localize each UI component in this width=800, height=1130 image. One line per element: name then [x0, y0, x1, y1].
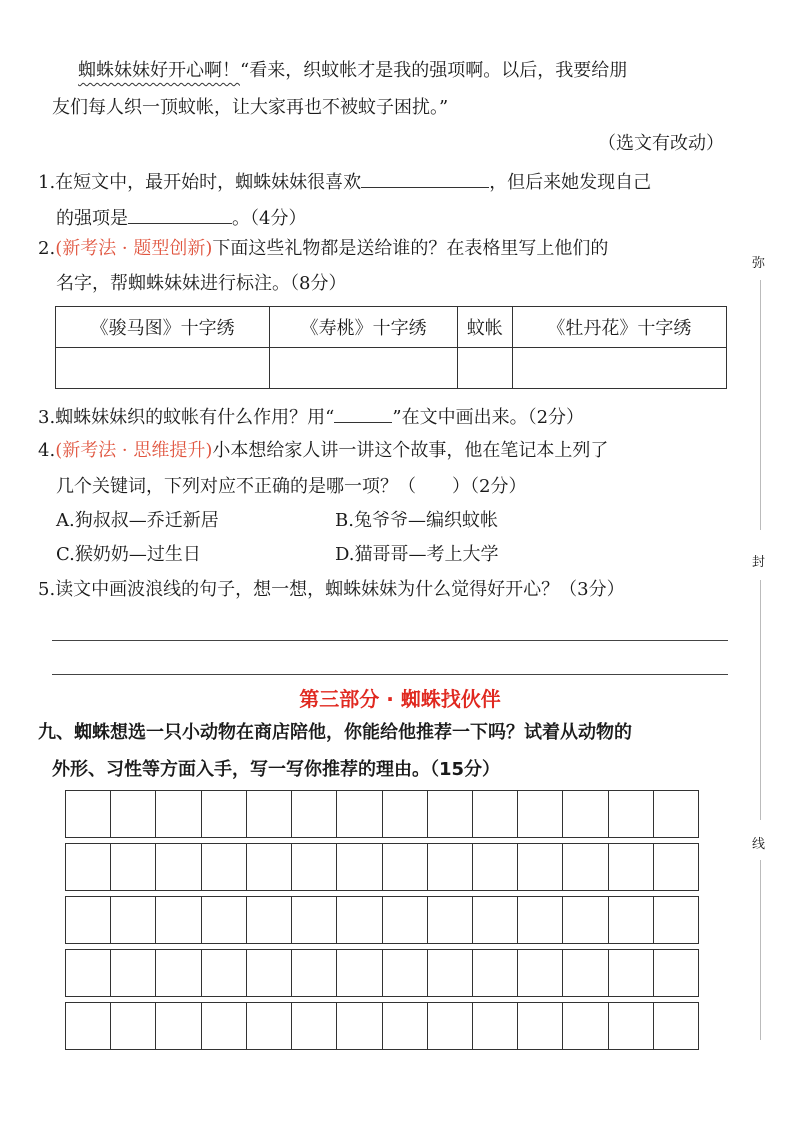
question-5: 5.读文中画波浪线的句子，想一想，蜘蛛妹妹为什么觉得好开心？（3分）: [38, 579, 625, 600]
q3-text-a: 3.蜘蛛妹妹织的蚊帐有什么作用？用“: [38, 407, 335, 428]
grid-cell[interactable]: [246, 1003, 291, 1049]
side-mark-mi: 弥: [752, 256, 766, 271]
q1-text-b: ，但后来她发现自己: [489, 172, 652, 193]
essay-prompt-line-2: 外形、习性等方面入手，写一写你推荐的理由。（15分）: [52, 759, 501, 780]
grid-cell[interactable]: [155, 844, 200, 890]
grid-cell[interactable]: [382, 897, 427, 943]
grid-cell[interactable]: [201, 1003, 246, 1049]
grid-cell[interactable]: [608, 844, 653, 890]
option-a[interactable]: A.狗叔叔—乔迁新居: [56, 510, 219, 531]
grid-cell[interactable]: [336, 897, 381, 943]
grid-cell[interactable]: [110, 950, 155, 996]
grid-cell[interactable]: [608, 1003, 653, 1049]
option-c[interactable]: C.猴奶奶—过生日: [56, 544, 201, 565]
grid-cell[interactable]: [201, 950, 246, 996]
grid-cell[interactable]: [608, 950, 653, 996]
question-1-line-2: [56, 205, 306, 230]
question-3: [38, 404, 584, 429]
grid-cell[interactable]: [562, 844, 607, 890]
grid-cell[interactable]: [517, 791, 562, 837]
gift-header-3: 蚊帐: [457, 307, 512, 348]
grid-row: [65, 896, 699, 944]
source-note: （选文有改动）: [598, 133, 724, 154]
grid-cell[interactable]: [110, 1003, 155, 1049]
grid-cell[interactable]: [472, 950, 517, 996]
grid-cell[interactable]: [517, 897, 562, 943]
option-b[interactable]: B.兔爷爷—编织蚊帐: [335, 510, 498, 531]
grid-cell[interactable]: [246, 844, 291, 890]
grid-cell[interactable]: [110, 791, 155, 837]
q4-number: 4.: [38, 440, 56, 461]
grid-cell[interactable]: [472, 1003, 517, 1049]
grid-cell[interactable]: [653, 791, 699, 837]
grid-cell[interactable]: [472, 791, 517, 837]
gift-header-1: 《骏马图》十字绣: [56, 307, 270, 348]
binding-line: [760, 860, 761, 1040]
gift-answer-cell[interactable]: [270, 348, 458, 389]
question-4-line-2: 几个关键词，下列对应不正确的是哪一项？（ ）（2分）: [56, 476, 527, 497]
grid-cell[interactable]: [517, 1003, 562, 1049]
q1-blank-2[interactable]: [128, 205, 232, 224]
essay-prompt-line-1: 九、蜘蛛想选一只小动物在商店陪他，你能给他推荐一下吗？试着从动物的: [38, 722, 632, 743]
q2-tag: (新考法 · 题型创新): [55, 238, 213, 259]
grid-cell[interactable]: [427, 844, 472, 890]
grid-cell[interactable]: [336, 1003, 381, 1049]
gift-header-2: 《寿桃》十字绣: [270, 307, 458, 348]
grid-cell[interactable]: [382, 1003, 427, 1049]
q1-text-d: 。（4分）: [232, 208, 307, 229]
q4-text: 小本想给家人讲一讲这个故事，他在笔记本上列了: [212, 440, 609, 461]
grid-cell[interactable]: [246, 897, 291, 943]
grid-cell[interactable]: [562, 1003, 607, 1049]
grid-cell[interactable]: [336, 844, 381, 890]
grid-cell[interactable]: [291, 950, 336, 996]
gift-answer-cell[interactable]: [457, 348, 512, 389]
question-2-line-2: 名字，帮蜘蛛妹妹进行标注。（8分）: [56, 273, 347, 294]
question-4-line-1: [38, 440, 608, 462]
grid-row: [65, 790, 699, 838]
grid-cell[interactable]: [427, 791, 472, 837]
grid-cell[interactable]: [517, 844, 562, 890]
q4-tag: (新考法 · 思维提升): [55, 440, 213, 461]
grid-cell[interactable]: [562, 950, 607, 996]
grid-cell[interactable]: [291, 844, 336, 890]
q1-text-c: 的强项是: [56, 208, 128, 229]
binding-line: [760, 580, 761, 820]
grid-cell[interactable]: [65, 791, 110, 837]
grid-cell[interactable]: [65, 897, 110, 943]
grid-cell[interactable]: [110, 844, 155, 890]
grid-cell[interactable]: [382, 791, 427, 837]
passage-line-2: 友们每人织一顶蚊帐，让大家再也不被蚊子困扰。”: [52, 97, 449, 118]
grid-cell[interactable]: [65, 1003, 110, 1049]
side-mark-xian: 线: [752, 837, 766, 852]
question-2-line-1: [38, 238, 608, 260]
grid-cell[interactable]: [155, 791, 200, 837]
grid-cell[interactable]: [427, 897, 472, 943]
q1-blank-1[interactable]: [361, 169, 489, 188]
gift-table: [55, 306, 727, 389]
grid-cell[interactable]: [653, 950, 699, 996]
grid-cell[interactable]: [291, 791, 336, 837]
gift-answer-cell[interactable]: [56, 348, 270, 389]
grid-cell[interactable]: [517, 950, 562, 996]
gift-table-header-row: [56, 307, 727, 348]
grid-row: [65, 843, 699, 891]
grid-row: [65, 1002, 699, 1050]
grid-cell[interactable]: [155, 1003, 200, 1049]
q2-text: 下面这些礼物都是送给谁的？在表格里写上他们的: [212, 238, 609, 259]
grid-cell[interactable]: [562, 897, 607, 943]
grid-cell[interactable]: [562, 791, 607, 837]
grid-cell[interactable]: [246, 791, 291, 837]
grid-cell[interactable]: [336, 950, 381, 996]
answer-line[interactable]: [52, 640, 728, 641]
grid-cell[interactable]: [427, 950, 472, 996]
passage-line-1-rest: “看来，织蚊帐才是我的强项啊。以后，我要给朋: [240, 60, 628, 81]
grid-row: [65, 949, 699, 997]
side-mark-feng: 封: [752, 555, 766, 570]
grid-cell[interactable]: [246, 950, 291, 996]
grid-cell[interactable]: [201, 897, 246, 943]
q3-blank[interactable]: [334, 404, 392, 423]
grid-cell[interactable]: [155, 897, 200, 943]
grid-cell[interactable]: [110, 897, 155, 943]
grid-cell[interactable]: [472, 897, 517, 943]
answer-line[interactable]: [52, 674, 728, 675]
grid-cell[interactable]: [291, 1003, 336, 1049]
grid-cell[interactable]: [201, 844, 246, 890]
gift-answer-cell[interactable]: [512, 348, 726, 389]
q1-text-a: 1.在短文中，最开始时，蜘蛛妹妹很喜欢: [38, 172, 362, 193]
wavy-sentence: 蜘蛛妹妹好开心啊！: [78, 60, 240, 81]
binding-line: [760, 280, 761, 530]
grid-cell[interactable]: [472, 844, 517, 890]
passage-line-1: [78, 60, 627, 82]
grid-cell[interactable]: [65, 844, 110, 890]
grid-cell[interactable]: [336, 791, 381, 837]
grid-cell[interactable]: [608, 897, 653, 943]
grid-cell[interactable]: [608, 791, 653, 837]
grid-cell[interactable]: [653, 844, 699, 890]
q3-text-b: ”在文中画出来。（2分）: [392, 407, 585, 428]
gift-header-4: 《牡丹花》十字绣: [512, 307, 726, 348]
grid-cell[interactable]: [291, 897, 336, 943]
grid-cell[interactable]: [155, 950, 200, 996]
grid-cell[interactable]: [382, 950, 427, 996]
grid-cell[interactable]: [201, 791, 246, 837]
question-1-line-1: [38, 169, 651, 194]
grid-cell[interactable]: [65, 950, 110, 996]
grid-cell[interactable]: [382, 844, 427, 890]
grid-cell[interactable]: [653, 897, 699, 943]
gift-table-answer-row: [56, 348, 727, 389]
q2-number: 2.: [38, 238, 56, 259]
option-d[interactable]: D.猫哥哥—考上大学: [335, 544, 499, 565]
section-title: 第三部分 · 蜘蛛找伙伴: [299, 687, 501, 711]
grid-cell[interactable]: [653, 1003, 699, 1049]
grid-cell[interactable]: [427, 1003, 472, 1049]
